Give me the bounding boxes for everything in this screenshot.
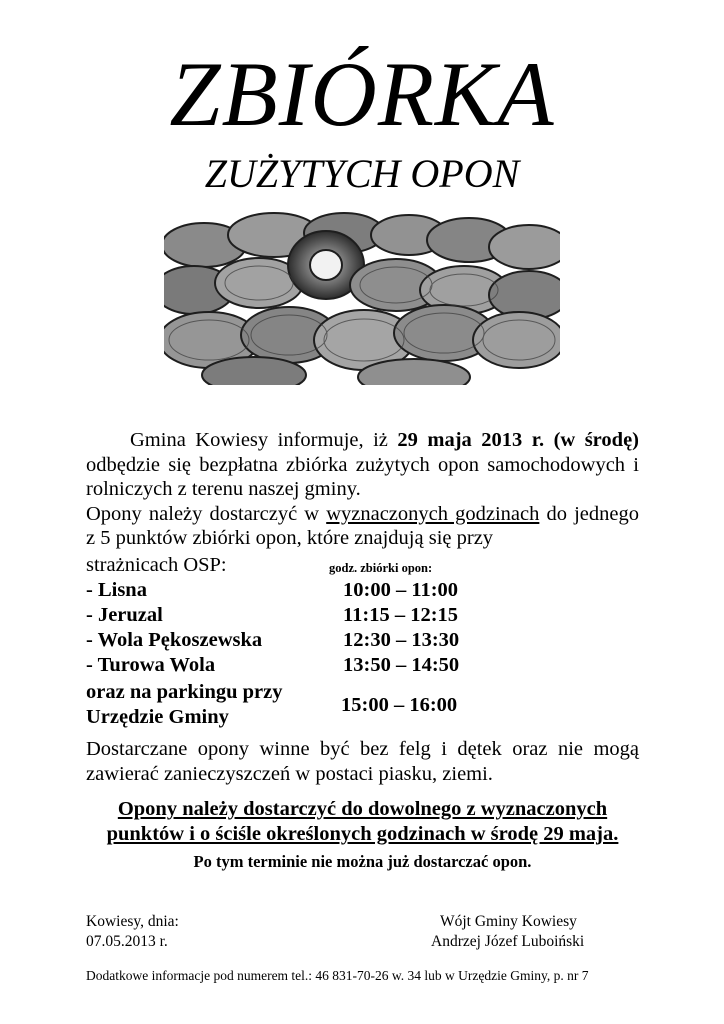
- tires-photo: [164, 205, 560, 385]
- place-label: Kowiesy, dnia:: [86, 913, 179, 930]
- delivery-notice-line1: Opony należy dostarczyć do dowolnego z wyznaczonych: [117, 798, 608, 820]
- conditions-paragraph: Dostarczane opony winne być bez felg i dętek oraz nie mogą zawierać zanieczyszczeń w postaci piasku, ziemi.: [86, 738, 639, 785]
- collection-date: 29 maja 2013 r. (w środę): [397, 429, 639, 451]
- issue-date: 07.05.2013 r.: [86, 933, 168, 950]
- delivery-notice-line2: punktów i o ściśle określonych godzinach w środę 29 maja.: [106, 823, 619, 845]
- designated-hours-text: wyznaczonych godzinach: [326, 502, 540, 525]
- schedule-location: - Turowa Wola: [86, 654, 216, 676]
- contact-info: Dodatkowe informacje pod numerem tel.: 46 831-70-26 w. 34 lub w Urzędzie Gminy, p. nr 7: [86, 968, 589, 983]
- schedule-time: 15:00 – 16:00: [341, 694, 458, 716]
- schedule-location: oraz na parkingu przy: [86, 681, 283, 703]
- schedule-location: - Lisna: [86, 579, 147, 601]
- intro-text-part1: Gmina Kowiesy informuje, iż: [130, 429, 398, 451]
- schedule-row: [86, 578, 639, 603]
- schedule-time: 13:50 – 14:50: [343, 654, 460, 676]
- page-title: ZBIÓRKA: [169, 43, 555, 145]
- page-subtitle: ZUŻYTYCH OPON: [204, 151, 520, 196]
- schedule-location: - Jeruzal: [86, 604, 163, 626]
- schedule-row: [86, 603, 639, 628]
- intro-text-part2: odbędzie się bezpłatna zbiórka zużytych opon samochodowych i rolniczych z terenu naszej gminy.: [86, 453, 639, 500]
- deadline-notice: Po tym terminie nie można już dostarczać opon.: [193, 852, 532, 871]
- signatory-name: Andrzej Józef Luboiński: [431, 933, 585, 950]
- intro-paragraph: [86, 428, 639, 551]
- schedule-row: [86, 628, 639, 653]
- schedule-header: godz. zbiórki opon:: [329, 561, 433, 575]
- schedule-time: 11:15 – 12:15: [343, 604, 459, 626]
- delivery-notice: [86, 797, 639, 847]
- osp-label: strażnicach OSP:: [86, 554, 227, 576]
- schedule-time: 10:00 – 11:00: [343, 579, 459, 601]
- schedule-row: [86, 653, 639, 678]
- delivery-text-b: do jednego z 5 punktów zbiórki opon, które znajdują się przy: [86, 502, 639, 549]
- schedule-row-office-time: [86, 693, 639, 718]
- schedule-time: 12:30 – 13:30: [343, 629, 460, 651]
- schedule-location: Urzędzie Gminy: [86, 706, 229, 728]
- schedule-location: - Wola Pękoszewska: [86, 629, 263, 651]
- tires-illustration: [164, 205, 560, 385]
- signatory-office: Wójt Gminy Kowiesy: [440, 913, 577, 930]
- delivery-text-a: Opony należy dostarczyć w: [86, 502, 327, 525]
